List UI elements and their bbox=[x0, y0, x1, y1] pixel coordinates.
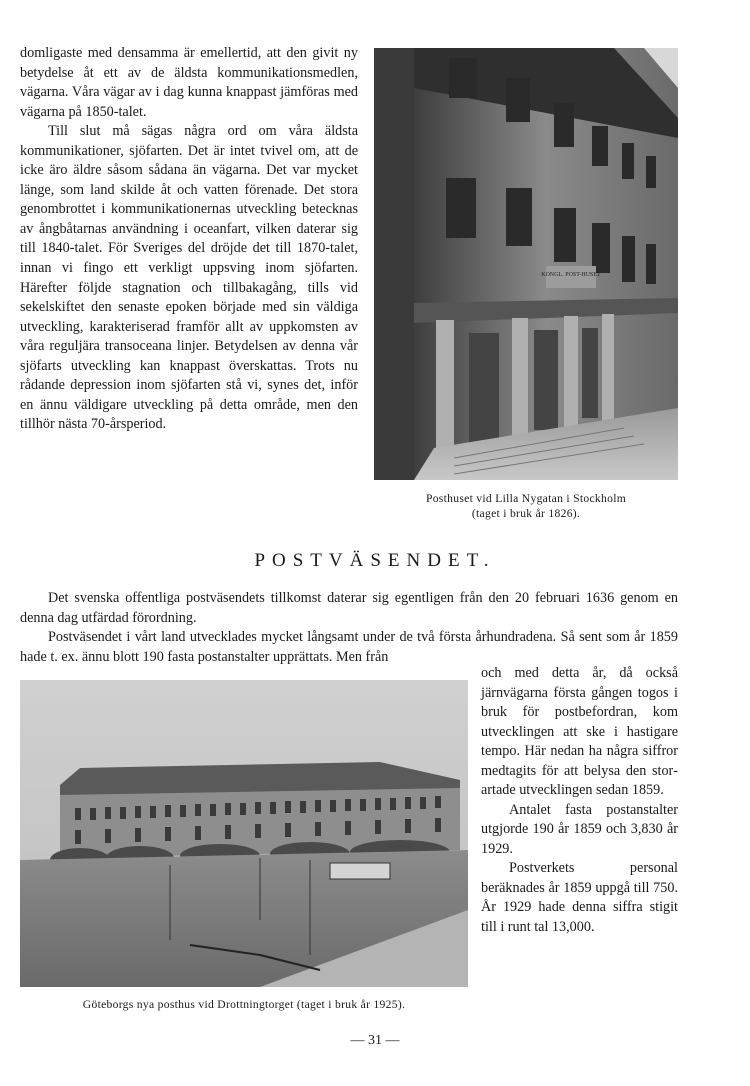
paragraph: Postverkets personal beräknades år 1859 uppgå till 750. År 1929 hade denna siffra stigit till i runt tal 13,000. bbox=[481, 860, 678, 935]
post-house-sign: KONGL. POST-HUSET bbox=[541, 272, 601, 278]
paragraph: Det svenska offentliga postväsendets tillkomst daterar sig egentligen från den 20 februari 1636 genom en denna dag utfärdad förordning. bbox=[20, 590, 678, 626]
photo1-caption bbox=[374, 491, 678, 521]
right-column-text bbox=[481, 664, 678, 937]
section-intro-text bbox=[20, 589, 678, 667]
photo2-caption: Göteborgs nya posthus vid Drottningtorget (taget i bruk år 1925). bbox=[82, 998, 406, 1011]
photo-stockholm-post-house bbox=[374, 48, 678, 480]
caption-line: (taget i bruk år 1826). bbox=[471, 507, 581, 520]
page-number: — 31 — bbox=[350, 1033, 400, 1048]
paragraph: domligaste med densamma är emellertid, att den givit ny betydelse åt ett av de äldsta kommunikationsmedlen, vägarna. Våra vägar av i dag kunna knappast jämföras med vägarna på 1850-talet. bbox=[20, 45, 358, 120]
paragraph: och med detta år, då också järnvägarna första gången togos i bruk för postbefordran, kom utvecklingen att ske i hastigare tempo. Här nedan ha några siffror medtagits för att belysa den storartade utvecklingen sedan 1859. bbox=[481, 665, 678, 798]
photo-goteborg-post-house bbox=[20, 680, 468, 987]
paragraph: Postväsendet i vårt land utvecklades mycket långsamt under de två första århundradena. Så sent som år 1859 hade t. ex. ännu blott 190 fasta postanstalter upprättats. Men från bbox=[20, 629, 678, 665]
section-title: POSTVÄSENDET. bbox=[254, 550, 496, 571]
top-column-text bbox=[20, 44, 358, 435]
paragraph: Antalet fasta postanstalter utgjorde 190 år 1859 och 3,830 år 1929. bbox=[481, 801, 678, 857]
caption-line: Posthuset vid Lilla Nygatan i Stockholm bbox=[425, 492, 627, 505]
paragraph: Till slut må sägas några ord om våra äldsta kommunikationer, sjöfarten. Det är intet tvivel om, att de icke äro äldre såsom sådana än vägarna. Det var mycket länge, som land skilde åt och vatten förenade. Det stora genombrottet i kommunikationernas utveckling betecknas av ångbåtarnas användning i oceanfart, vilken daterar sig till 1840-talet. För Sveriges del dröjde det till 1870-talet, innan vi fingo ett verkligt uppsving inom sjöfarten. Härefter följde stagnation och tillbakagång, tills vid sekelskiftet den senaste epoken började med sin väldiga utveckling, karakteriserad framför allt av uppkomsten av våra reguljära transoceana linjer. Betydelsen av denna vår sjöfarts utveckling kan knappast överskattas. Trots nu rådande depression inom sjöfarten stå vi, synes det, inför en ännu väldigare utveckling på detta område, men den tillhör nästa 70-årsperiod. bbox=[20, 123, 358, 433]
